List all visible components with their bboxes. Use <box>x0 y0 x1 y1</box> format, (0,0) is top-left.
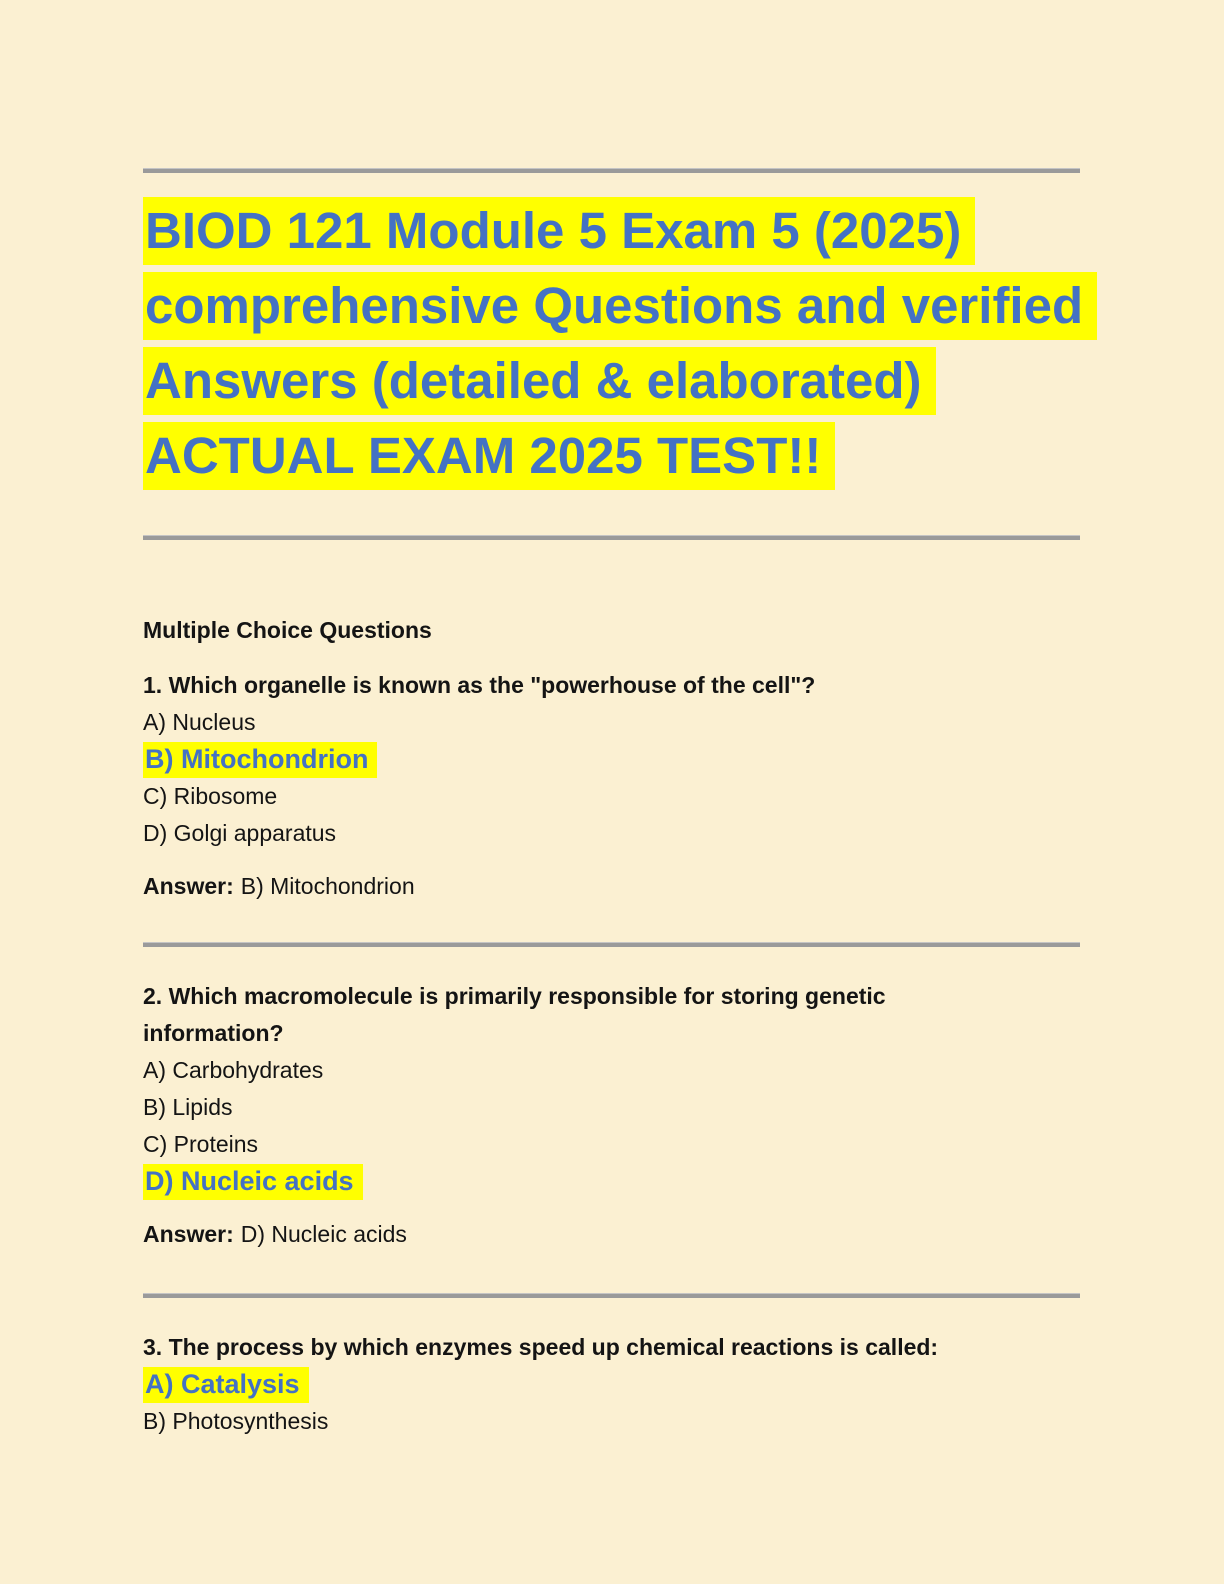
option-row: B) Photosynthesis <box>143 1408 329 1434</box>
title-highlight: Answers (detailed & elaborated) <box>143 347 936 415</box>
answer-label: Answer: <box>143 873 234 899</box>
question-3-block <box>143 1329 1080 1440</box>
option-row: D) Golgi apparatus <box>143 820 337 846</box>
option-row: B) Lipids <box>143 1094 233 1120</box>
title-line <box>143 193 1080 268</box>
top-rule <box>143 168 1080 173</box>
answer-row <box>143 1216 1080 1253</box>
answer-highlight: D) Nucleic acids <box>143 1164 363 1200</box>
question-2-text <box>143 978 1080 1052</box>
answer-highlight: A) Catalysis <box>143 1367 309 1403</box>
title-highlight: BIOD 121 Module 5 Exam 5 (2025) <box>143 197 975 265</box>
divider-rule <box>143 1293 1080 1298</box>
title-line <box>143 418 1080 493</box>
answer-row <box>143 868 1080 905</box>
section-heading: Multiple Choice Questions <box>143 617 432 643</box>
option-row: A) Carbohydrates <box>143 1057 324 1083</box>
answer-highlight: B) Mitochondrion <box>143 742 377 778</box>
option-row-highlighted <box>143 741 1080 778</box>
question-line: 1. Which organelle is known as the "powerhouse of the cell"? <box>143 672 816 698</box>
divider-rule <box>143 942 1080 947</box>
answer-text: D) Nucleic acids <box>240 1221 407 1247</box>
answer-text: B) Mitochondrion <box>240 873 415 899</box>
document-title <box>143 193 1084 493</box>
title-line <box>143 268 1084 343</box>
question-line: information? <box>143 1020 284 1046</box>
question-line: 2. Which macromolecule is primarily responsible for storing genetic <box>143 983 886 1009</box>
question-2-block <box>143 978 1080 1253</box>
title-highlight: comprehensive Questions and verified <box>143 272 1097 340</box>
title-highlight: ACTUAL EXAM 2025 TEST!! <box>143 422 835 490</box>
title-bottom-rule <box>143 535 1080 540</box>
option-row: C) Proteins <box>143 1131 259 1157</box>
option-row: A) Nucleus <box>143 709 256 735</box>
option-row-highlighted <box>143 1366 1080 1403</box>
question-line: 3. The process by which enzymes speed up chemical reactions is called: <box>143 1334 939 1360</box>
answer-label: Answer: <box>143 1221 234 1247</box>
option-row-highlighted <box>143 1163 1080 1200</box>
question-1-text <box>143 667 1080 704</box>
option-row: C) Ribosome <box>143 783 278 809</box>
title-line <box>143 343 1080 418</box>
question-3-text <box>143 1329 1080 1366</box>
